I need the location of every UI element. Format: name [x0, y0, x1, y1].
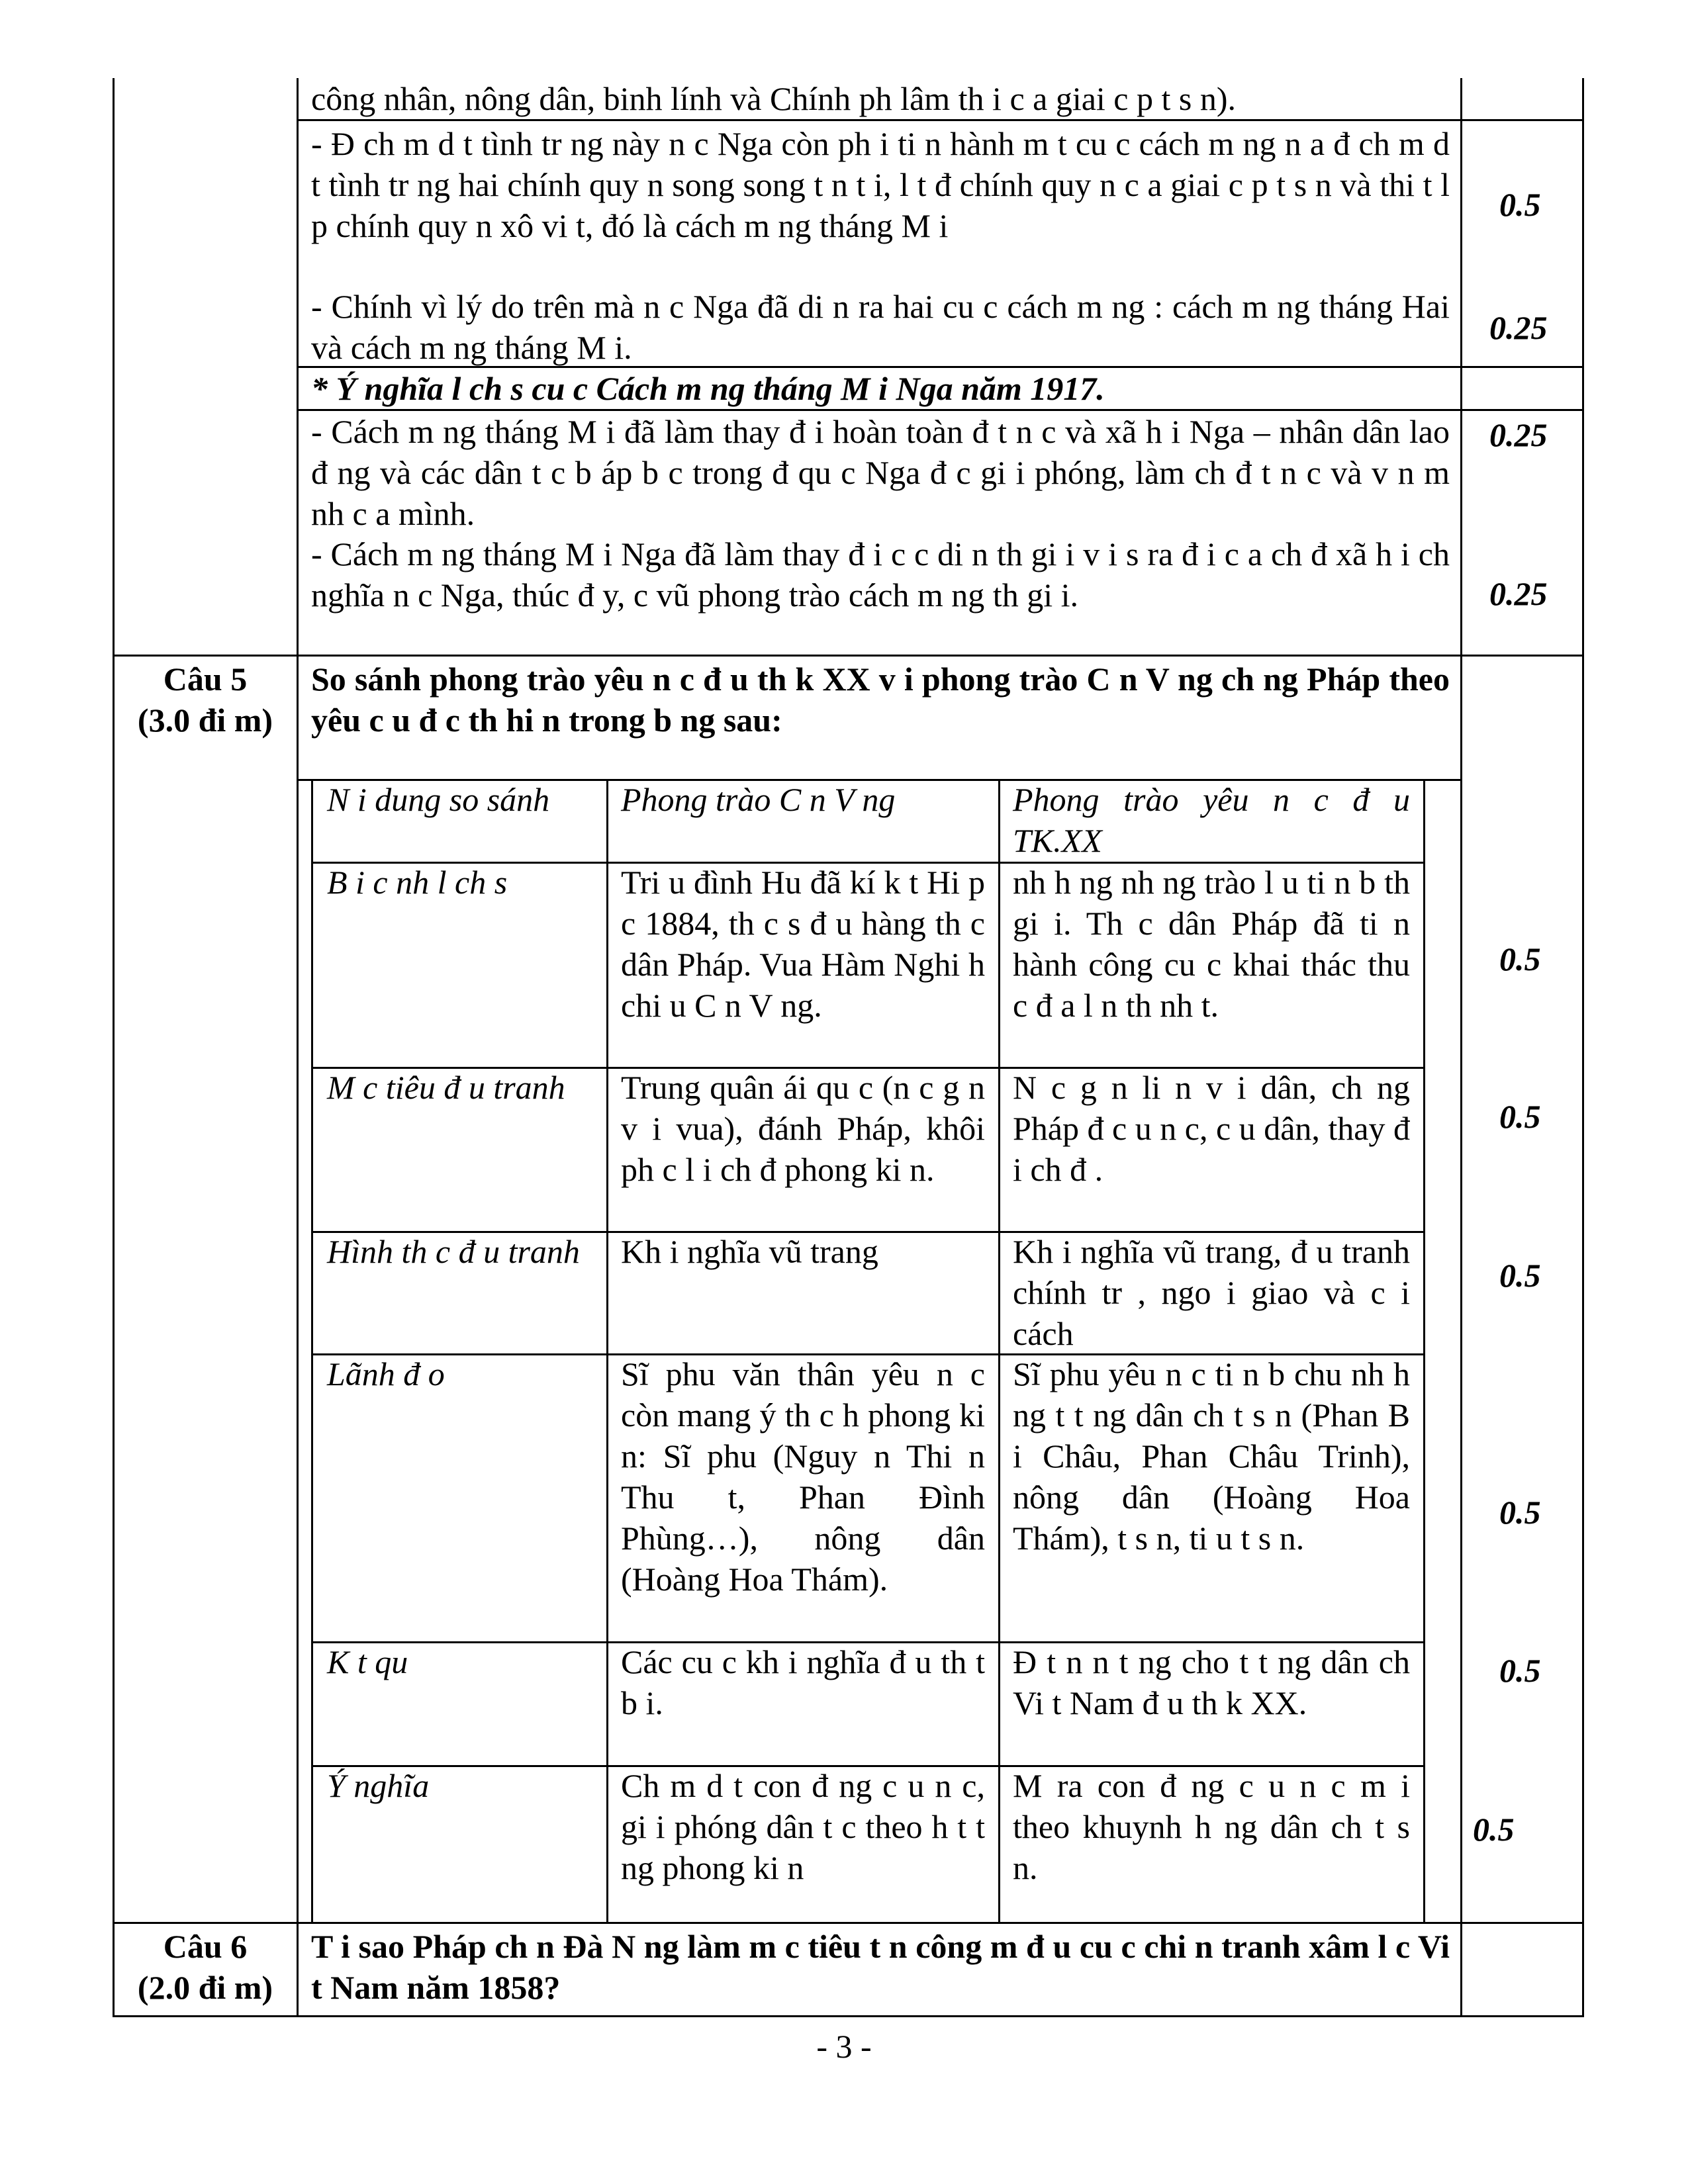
table-criterion: Ý nghĩa: [327, 1767, 430, 1804]
section4-para3: - Cách m ng tháng M i đã làm thay đ i hoàn toàn đ t n c và xã h i Nga – nhân dân lao đ ng và các dân t c b áp b c trong đ qu c Nga đ c gi i phóng, làm ch đ t n c và v n m nh c a mình.: [311, 413, 1450, 532]
table-criterion: Hình th c đ u tranh: [327, 1233, 580, 1270]
section4-line-top: công nhân, nông dân, binh lính và Chính ph lâm th i c a giai c p t s n).: [311, 80, 1236, 117]
table-cell-tkxx: Đ t n n t ng cho t t ng dân ch Vi t Nam đ u th k XX.: [1013, 1643, 1410, 1721]
question-6-points: (2.0 đi m): [137, 1969, 273, 2006]
table-criterion: M c tiêu đ u tranh: [327, 1069, 565, 1106]
question-5-text: So sánh phong trào yêu n c đ u th k XX v i phong trào C n V ng ch ng Pháp theo yêu c u đ c th hi n trong b ng sau:: [311, 660, 1450, 739]
question-6-label: [113, 1926, 298, 2008]
outer-col3-border: [1460, 78, 1462, 2017]
table-criterion: K t qu: [327, 1643, 408, 1680]
table-cell-canvuong: Trung quân ái qu c (n c g n v i vua), đánh Pháp, khôi ph c l i ch đ phong ki n.: [621, 1069, 985, 1188]
score-0.5: 0.5: [1499, 1494, 1541, 1531]
score-0.5: 0.5: [1499, 1098, 1541, 1135]
inner-border: [1423, 779, 1425, 1922]
score-0.5: 0.5: [1499, 186, 1541, 223]
question-5-points: (3.0 đi m): [137, 702, 273, 739]
table-header-tkxx: Phong trào yêu n c đ u TK.XX: [1013, 781, 1410, 859]
score-0.5: 0.5: [1499, 940, 1541, 978]
table-criterion: Lãnh đ o: [327, 1355, 445, 1392]
section4-meaning-title: * Ý nghĩa l ch s cu c Cách m ng tháng M i Nga năm 1917.: [311, 370, 1105, 407]
table-cell-tkxx: Sĩ phu yêu n c ti n b chu nh h ng t t ng dân ch t s n (Phan B i Châu, Phan Châu Trinh), nông dân (Hoàng Hoa Thám), t s n, ti u t s n.: [1013, 1355, 1410, 1557]
score-0.5: 0.5: [1499, 1257, 1541, 1294]
row-line: [297, 119, 1584, 121]
table-cell-canvuong: Sĩ phu văn thân yêu n c còn mang ý th c h phong ki n: Sĩ phu (Nguy n Thi n Thu t, Phan Đình Phùng…), nông dân (Hoàng Hoa Thám).: [621, 1355, 985, 1598]
row-line: [113, 655, 1584, 657]
table-cell-canvuong: Ch m d t con đ ng c u n c, gi i phóng dân t c theo h t t ng phong ki n: [621, 1767, 985, 1886]
row-line: [113, 1922, 1584, 1924]
table-cell-tkxx: M ra con đ ng c u n c m i theo khuynh h ng dân ch t s n.: [1013, 1767, 1410, 1886]
question-6-text: T i sao Pháp ch n Đà N ng làm m c tiêu t n công m đ u cu c chi n tranh xâm l c Vi t Nam năm 1858?: [311, 1928, 1450, 2006]
score-0.5: 0.5: [1473, 1811, 1515, 1848]
table-cell-tkxx: Kh i nghĩa vũ trang, đ u tranh chính tr , ngo i giao và c i cách: [1013, 1233, 1410, 1352]
score-0.25: 0.25: [1489, 575, 1548, 612]
row-line: [113, 2015, 1584, 2017]
table-header-canvuong: Phong trào C n V ng: [621, 781, 896, 818]
question-5-label: [113, 659, 298, 741]
outer-col2-border: [297, 78, 299, 2017]
section4-para2: - Chính vì lý do trên mà n c Nga đã di n ra hai cu c cách m ng : cách m ng tháng Hai và cách m ng tháng M i.: [311, 288, 1450, 366]
section4-para1: - Đ ch m d t tình tr ng này n c Nga còn ph i ti n hành m t cu c cách m ng n a đ ch m d t tình tr ng hai chính quy n song song t n t i, l t đ chính quy n c a giai c p t s n và thi t l p chính quy n xô vi t, đó là cách m ng tháng M i: [311, 125, 1450, 244]
table-criterion: B i c nh l ch s: [327, 864, 508, 901]
page-number: - 3 -: [816, 2028, 872, 2065]
inner-border: [998, 779, 1000, 1922]
outer-left-border: [113, 78, 115, 2017]
inner-border: [311, 779, 313, 1922]
table-cell-canvuong: Tri u đình Hu đã kí k t Hi p c 1884, th c s đ u hàng th c dân Pháp. Vua Hàm Nghi h chi u C n V ng.: [621, 864, 985, 1024]
question-5-number: Câu 5: [163, 660, 248, 698]
score-0.25: 0.25: [1489, 309, 1548, 346]
table-header-criterion: N i dung so sánh: [327, 781, 550, 818]
inner-border: [606, 779, 608, 1922]
table-cell-tkxx: N c g n li n v i dân, ch ng Pháp đ c u n c, c u dân, thay đ i ch đ .: [1013, 1069, 1410, 1188]
table-cell-canvuong: Kh i nghĩa vũ trang: [621, 1233, 878, 1270]
score-0.5: 0.5: [1499, 1652, 1541, 1689]
section4-para4: - Cách m ng tháng M i Nga đã làm thay đ i c c di n th gi i v i s ra đ i c a ch đ xã h i ch nghĩa n c Nga, thúc đ y, c vũ phong trào cách m ng th gi i.: [311, 535, 1450, 614]
score-0.25: 0.25: [1489, 416, 1548, 453]
outer-right-border: [1582, 78, 1584, 2017]
table-cell-tkxx: nh h ng nh ng trào l u ti n b th gi i. Th c dân Pháp đã ti n hành công cu c khai thác thu c đ a l n th nh t.: [1013, 864, 1410, 1024]
table-cell-canvuong: Các cu c kh i nghĩa đ u th t b i.: [621, 1643, 985, 1721]
question-6-number: Câu 6: [163, 1928, 248, 1965]
